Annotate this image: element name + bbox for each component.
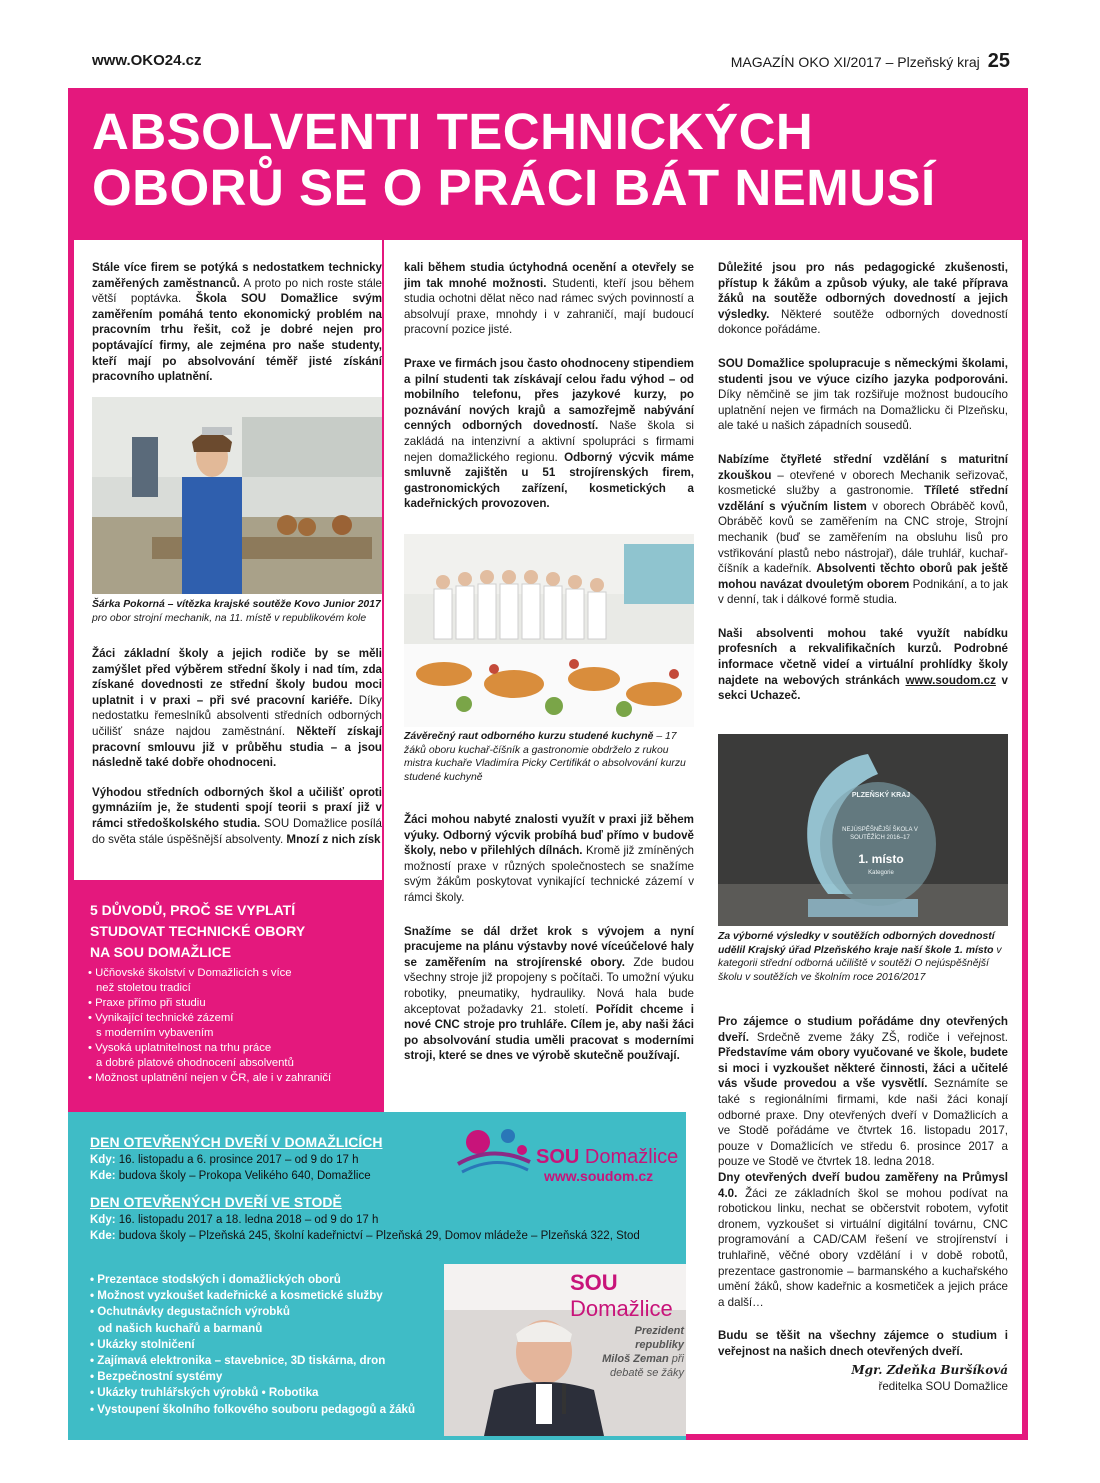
column-1-lower (92, 646, 382, 861)
domazlice-when: Kdy: 16. listopadu a 6. prosince 2017 – od 9 do 17 h (90, 1154, 359, 1166)
col1-paragraph-3: Výhodou středních odborných škol a učilišť oproti gymnáziím je, že studenti spojí teorii s praxí již v rámci středoškolského studia. SOU Domažlice posílá do světa stále úspěšnější absolventy. Mnozí z nich získ (92, 785, 382, 846)
col2-paragraph-2: Praxe ve firmách jsou často ohodnoceny stipendiem a pilní studenti tak získávají celou řadu výhod – od mobilního telefonu, přes jazykové kurzy, po poznávání nových krajů a samozřejmě nabývání cenných odborných dovedností. Naše škola si zakládá na intenzivní a aktivní spolupráci s firmami nejen domažlického regionu. Odborný výcvik máme smluvně zajištěn u 51 strojírenských firem, gastronomických zařízení, kosmetických a kadeřnických provozoven. (404, 356, 695, 511)
col3-paragraph-4: Naši absolventi mohou také využít nabídku profesních a rekvalifikačních kurzů. Podrobné informace včetně videí a virtuální prohlídky školy najdete na webových stránkách www.soudom.cz v sekci Uchazeč. (718, 626, 1008, 703)
stod-when: Kdy: 16. listopadu 2017 a 18. ledna 2018 – od 9 do 17 h (90, 1214, 379, 1226)
headline (92, 104, 936, 216)
trophy-title: NEJÚSPĚŠNĚJŠÍ ŠKOLA V SOUTĚŽÍCH 2016–17 (842, 827, 918, 841)
magazine-issue (731, 50, 1010, 73)
logo-url[interactable]: www.soudom.cz (544, 1168, 654, 1184)
column-2-lower (404, 812, 694, 1078)
site-url: www.OKO24.cz (92, 52, 202, 69)
magazine-title: MAGAZÍN OKO XI/2017 – Plzeňský kraj (730, 54, 980, 70)
reason-item: • Učňovské školství v Domažlicích s více (88, 967, 292, 979)
open-day-box (68, 1112, 686, 1440)
headline-line-1: ABSOLVENTI TECHNICKÝCH (92, 103, 814, 160)
col3-paragraph-2: SOU Domažlice spolupracuje s německými školami, studenti jsou ve výuce cizího jazyka podporováni. Díky němčině se jim tak rozšiřuje možnost budoucího uplatnění nejen ve firmách na Domažlicku či Plzeňsku, ale také u našich západních sousedů. (718, 356, 1008, 433)
logo-text: SOU Domažlice (536, 1146, 679, 1168)
col3-paragraph-5: Pro zájemce o studium pořádáme dny otevřených dveří. Srdečně zveme žáky ZŠ, rodiče i veřejnost. Představíme vám obory vyučované ve škole, budete si moci i vyzkoušet některé činnosti, žáci a učitelé vás všude provedou a vše vysvětlí. Seznámíte se také s regionálními firmami, kde naši žáci konají odborné praxe. Dny otevřených dveří v Domažlicích a ve Stodě pořádáme ve čtvrtek 16. listopadu 2017, pouze v Domažlicích ve středu 6. prosince 2017 a pouze ve Stodě ve čtvrtek 18. ledna 2018. (718, 1015, 1008, 1169)
reason-item: • Možnost uplatnění nejen v ČR, ale i v zahraničí (88, 1072, 332, 1084)
col2-paragraph-1: kali během studia úctyhodná ocenění a otevřely se jim tak mnohé možnosti. Studenti, kteří jsou během studia ochotni dělat něco nad rámec svých povinností a absolvují praxe, mnohdy i v zahraničí, mají budoucí pracovní pozice jisté. (404, 261, 694, 337)
headline-area (68, 88, 1028, 238)
program-item: • Možnost vyzkoušet kadeřnické a kosmetické služby (90, 1289, 383, 1303)
col2-paragraph-4: Snažíme se dál držet krok s vývojem a nyní pracujeme na plánu výstavby nové víceúčelové haly se zaměřením na strojírenské obory. Zde budou všechny stroje již propojeny s počítači. To umožní výuku robotiky, pneumatiky, hydrauliky. Nová hala bude akceptovat požadavky 21. století. Pořídit chceme i nové CNC stroje pro truhláře. Cílem je, aby naši žáci po absolvování studia uměli pracovat s moderními stroji, které se dnes ve výrobě skutečně používají. (404, 924, 694, 1063)
logo-swirl-icon (452, 1124, 532, 1184)
student-photo-image (92, 397, 382, 594)
reason-item: s moderním vybavením (96, 1027, 214, 1039)
column-1 (92, 260, 382, 399)
column-2 (404, 260, 694, 526)
stod-where: Kde: budova školy – Plzeňská 245, školní kadeřnictví – Plzeňská 29, Domov mládeže – Plzeňská 322, Stod (90, 1230, 640, 1242)
reason-item: a dobré platové ohodnocení absolventů (96, 1057, 294, 1069)
trophy-place: 1. místo (858, 852, 904, 866)
president-photo (444, 1264, 686, 1436)
signature-role: ředitelka SOU Domažlice (878, 1380, 1008, 1394)
open-day-program (90, 1272, 415, 1418)
program-item: • Ukázky stolničení (90, 1337, 195, 1351)
col3-paragraph-3: Nabízíme čtyřleté střední vzdělání s maturitní zkouškou – otevřené v oborech Mechanik seřizovač, kosmetické služby a gastronomie. Tříleté střední vzdělání s výučním listem v oborech Obráběč kovů, Obráběč kovů se zaměřením na CNC stroje, Strojní mechanik (buď se zaměřením na obsluhu lisů pro vstřikování plastů nebo nástrojař), dále truhlář, kuchař-číšník a kadeřník. Absolventi těchto oborů pak ještě mohou navázat dvouletým oborem Podnikání, a to jak v denní, tak i dálkové formě studia. (718, 452, 1009, 607)
student-photo (92, 397, 382, 594)
banquet-photo-image (404, 534, 694, 727)
signature: Mgr. Zdeňka Buršíková (851, 1363, 1008, 1378)
reasons-list (88, 966, 378, 1086)
reason-item: • Praxe přímo při studiu (88, 997, 206, 1009)
open-day-domazlice-title: DEN OTEVŘENÝCH DVEŘÍ V DOMAŽLICÍCH (90, 1134, 383, 1150)
reasons-title: 5 DŮVODŮ, PROČ SE VYPLATÍ STUDOVAT TECHNICKÉ OBORY NA SOU DOMAŽLICE (90, 902, 306, 960)
reason-item: • Vysoká uplatnitelnost na trhu práce (88, 1042, 272, 1054)
award-photo (718, 734, 1008, 926)
trophy-category: Kategorie (868, 870, 894, 876)
program-item: • Bezpečnostní systémy (90, 1370, 223, 1384)
trophy-region: PLZEŇSKÝ KRAJ (851, 792, 911, 799)
reason-item: než stoletou tradicí (96, 982, 191, 994)
photo-caption-1: Šárka Pokorná – vítězka krajské soutěže Kovo Junior 2017 pro obor strojní mechanik, na 11. místě v republikovém kole (92, 599, 381, 624)
program-item: od našich kuchařů a barmanů (98, 1321, 263, 1335)
banner-text: SOU Domažlice (570, 1270, 673, 1321)
col3-paragraph-6: Dny otevřených dveří budou zaměřeny na Průmysl 4.0. Žáci ze základních škol se mohou podívat na robotickou linku, nechat se občerstvit robotem, vyfotit dronem, vyzkoušet si virtuální digitální továrnu, CNC programování a CAD/CAM řešení ve strojírenství i truhlařině, věčné obory vzdělání i v době robotů, prezentace gastronomie – barmanského a kuchařského umění žáků, show kadeřnic a kosmetiček a jejich práce a další… (718, 1170, 1008, 1309)
open-day-stod-title: DEN OTEVŘENÝCH DVEŘÍ VE STODĚ (90, 1194, 342, 1210)
domazlice-where: Kde: budova školy – Prokopa Velikého 640, Domažlice (90, 1170, 371, 1182)
banquet-photo (404, 534, 694, 727)
program-item: • Zajímavá elektronika – stavebnice, 3D tiskárna, dron (90, 1354, 386, 1368)
reasons-box (68, 880, 382, 1112)
col3-paragraph-1: Důležité jsou pro nás pedagogické zkušenosti, přístup k žákům a způsob výuky, ale také příprava žáků na soutěže odborných dovedností a jejich výsledky. Některé soutěže odborných dovedností dokonce pořádáme. (718, 261, 1008, 337)
website-link[interactable]: www.soudom.cz (905, 673, 996, 687)
col1-paragraph-2: Žáci základní školy a jejich rodiče by se měli zamýšlet před výběrem střední školy i nad tím, zda získané dovednosti ze střední školy budou moci uplatnit i v praxi – při své pracovní kariéře. Díky nedostatku řemeslníků absolventi středních odborných učilišť snáze najdou zaměstnání. Někteří získají pracovní smlouvu již v průběhu studia – a jsou následně také dobře ohodnoceni. (92, 647, 382, 770)
col3-paragraph-7: Budu se těšit na všechny zájemce o studium i veřejnost na našich dnech otevřených dveří. (718, 1329, 1008, 1358)
program-item: • Prezentace stodských i domažlických oborů (90, 1273, 341, 1286)
sou-logo (452, 1124, 680, 1188)
col1-paragraph-1: Stále více firem se potýká s nedostatkem technicky zaměřených zaměstnanců. A proto po nich roste stále větší poptávka. Škola SOU Domažlice svým zaměřením pomáhá tento ekonomický problém na pracovním trhu řešit, což je dobré nejen pro poptávající firmy, ale zejména pro naše studenty, kteří mají po absolvování téměř jisté získání pracovního uplatnění. (92, 261, 383, 384)
column-3 (718, 260, 1008, 718)
reason-item: • Vynikající technické zázemí (88, 1012, 234, 1024)
program-item: • Ochutnávky degustačních výrobků (90, 1305, 290, 1319)
program-item: • Ukázky truhlářských výrobků • Robotika (90, 1386, 319, 1400)
program-item: • Vystoupení školního folkového souboru pedagogů a žáků (90, 1402, 416, 1416)
column-3-lower (718, 1014, 1008, 1395)
page-number: 25 (987, 50, 1010, 72)
col2-paragraph-3: Žáci mohou nabyté znalosti využít v praxi již během výuky. Odborný výcvik probíhá buď přímo v budově školy, nebo v přilehlých dílnách. Kromě již zmíněných možností praxe v různých společnostech se snažíme svým žákům poskytovat vynikající technické zázemí v rámci školy. (404, 813, 694, 904)
photo-caption-2: Závěrečný raut odborného kurzu studené kuchyně – 17 žáků oboru kuchař-číšník a gastronomie obdrželo z rukou mistra kuchaře Vladimíra Picky Certifikát o absolvování kurzu studené kuchyně (404, 731, 686, 783)
photo-caption-3: Za výborné výsledky v soutěžích odborných dovedností udělil Krajský úřad Plzeňského kraje naší škole 1. místo v kategorii střední odborná učiliště v soutěži O nejúspěšnější školu v soutěžích ve školním roce 2016/2017 (718, 931, 1002, 983)
president-caption: Prezident republiky Miloš Zeman při debatě se žáky (602, 1325, 684, 1379)
headline-line-2: OBORŮ SE O PRÁCI BÁT NEMUSÍ (92, 159, 936, 216)
